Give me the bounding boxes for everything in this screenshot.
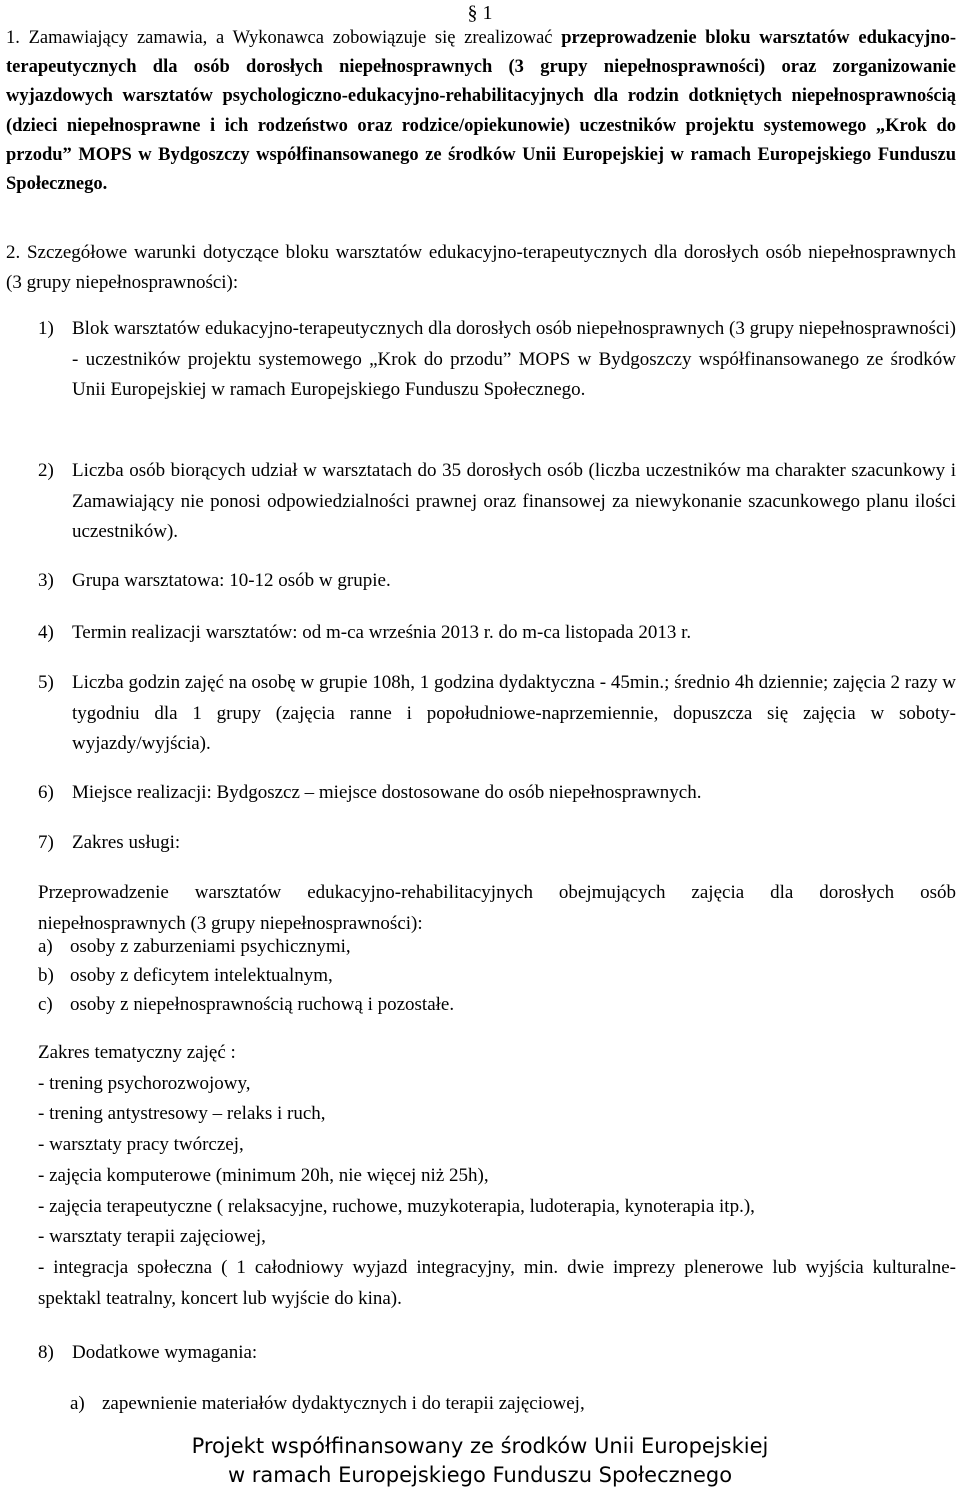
paragraph-2: 2. Szczegółowe warunki dotyczące bloku warsztatów edukacyjno-terapeutycznych dla dorosłych osób niepełnosprawnych (3 grupy niepełnosprawności): xyxy=(6,242,956,293)
list-number: 8) xyxy=(38,1342,54,1363)
requirement-a xyxy=(70,1389,960,1418)
list-text: Termin realizacji warsztatów: od m-ca września 2013 r. do m-ca listopada 2013 r. xyxy=(72,622,692,643)
paragraph-1 xyxy=(6,24,956,199)
list-text: Liczba osób biorących udział w warsztatach do 35 dorosłych osób (liczba uczestników ma charakter szacunkowy i Zamawiający nie ponosi odpowiedzialności prawnej oraz finansowej za niewykonanie szacunkowego planu ilości uczestników). xyxy=(72,460,956,542)
topic-item: - zajęcia terapeutyczne ( relaksacyjne, ruchowe, muzykoterapia, ludoterapia, kynoterapia itp.), xyxy=(38,1195,755,1217)
list-number: 6) xyxy=(38,782,54,803)
requirement-text: zapewnienie materiałów dydaktycznych i do terapii zajęciowej, xyxy=(102,1393,585,1414)
scope-intro: Przeprowadzenie warsztatów edukacyjno-rehabilitacyjnych obejmujących zajęcia dla dorosłych osób niepełnosprawnych (3 grupy niepełnosprawności): xyxy=(38,882,956,934)
list-text: Liczba godzin zajęć na osobę w grupie 108h, 1 godzina dydaktyczna - 45min.; średnio 4h dziennie; zajęcia 2 razy w tygodniu dla 1 grupy (zajęcia ranne i popołudniowe-naprzemiennie, dopuszcza się zajęcia w soboty- wyjazdy/wyjścia). xyxy=(72,672,956,754)
group-letter: a) xyxy=(38,936,53,957)
list-number: 3) xyxy=(38,570,54,591)
list-text: Blok warsztatów edukacyjno-terapeutycznych dla dorosłych osób niepełnosprawnych (3 grupy niepełnosprawności) - uczestników projektu systemowego „Krok do przodu” MOPS w Bydgoszczy współfinansowanego ze środków Unii Europejskiej w ramach Europejskiego Funduszu Społecznego. xyxy=(72,318,956,400)
scope-group-c xyxy=(38,990,938,1019)
scope-group-b xyxy=(38,961,938,990)
requirement-letter: a) xyxy=(70,1393,85,1414)
group-text: osoby z niepełnosprawnością ruchową i pozostałe. xyxy=(70,994,455,1015)
footer-line-1: Projekt współfinansowany ze środków Unii Europejskiej xyxy=(191,1434,769,1458)
group-letter: c) xyxy=(38,994,53,1015)
list-number: 7) xyxy=(38,832,54,853)
scope-group-a xyxy=(38,932,938,961)
topic-item: - trening antystresowy – relaks i ruch, xyxy=(38,1103,326,1125)
list-item-4 xyxy=(38,618,956,649)
list-number: 5) xyxy=(38,672,54,693)
group-text: osoby z zaburzeniami psychicznymi, xyxy=(70,936,351,957)
list-item-5 xyxy=(38,668,956,760)
list-item-3 xyxy=(38,566,956,597)
list-number: 4) xyxy=(38,622,54,643)
list-item-2 xyxy=(38,456,956,548)
topic-item: - trening psychorozwojowy, xyxy=(38,1072,251,1094)
list-text: Zakres usługi: xyxy=(72,832,181,853)
list-item-1 xyxy=(38,314,956,406)
list-item-6 xyxy=(38,778,956,809)
topic-item: - integracja społeczna ( 1 całodniowy wyjazd integracyjny, min. dwie imprezy plenerowe lub wyjścia kulturalne-spektakl teatralny, koncert lub wyjście do kina). xyxy=(38,1256,956,1309)
list-item-8 xyxy=(38,1338,956,1369)
list-text: Grupa warsztatowa: 10-12 osób w grupie. xyxy=(72,570,391,591)
topic-item: - warsztaty pracy twórczej, xyxy=(38,1134,244,1156)
topic-item: - warsztaty terapii zajęciowej, xyxy=(38,1226,266,1248)
paragraph-1-bold: przeprowadzenie bloku warsztatów edukacyjno-terapeutycznych dla osób dorosłych niepełnosprawnych (3 grupy niepełnosprawności) oraz zorganizowanie wyjazdowych warsztatów psychologiczno-edukacyjno-rehabilitacyjnych dla rodzin dotkniętych niepełnosprawnością (dzieci niepełnosprawne i ich rodzeństwo oraz rodzice/opiekunowie) uczestników projektu systemowego „Krok do przodu” MOPS w Bydgoszczy współfinansowanego ze środków Unii Europejskiej w ramach Europejskiego Funduszu Społecznego. xyxy=(6,28,957,195)
topics-title: Zakres tematyczny zajęć : xyxy=(38,1042,236,1063)
paragraph-1-lead: 1. Zamawiający zamawia, a Wykonawca zobowiązuje się zrealizować xyxy=(6,28,553,48)
list-number: 2) xyxy=(38,460,54,481)
page-footer xyxy=(0,1432,960,1490)
list-item-7 xyxy=(38,828,956,859)
group-text: osoby z deficytem intelektualnym, xyxy=(70,965,333,986)
scope-groups xyxy=(38,932,938,1019)
list-number: 1) xyxy=(38,318,54,339)
list-text: Miejsce realizacji: Bydgoszcz – miejsce dostosowane do osób niepełnosprawnych. xyxy=(72,782,702,803)
footer-line-2: w ramach Europejskiego Funduszu Społecznego xyxy=(227,1463,733,1487)
group-letter: b) xyxy=(38,965,54,986)
list-text: Dodatkowe wymagania: xyxy=(72,1342,258,1363)
additional-requirements xyxy=(70,1389,960,1418)
topics-list xyxy=(38,1038,956,1314)
section-marker: § 1 xyxy=(467,2,493,24)
topic-item: - zajęcia komputerowe (minimum 20h, nie więcej niż 25h), xyxy=(38,1164,489,1186)
